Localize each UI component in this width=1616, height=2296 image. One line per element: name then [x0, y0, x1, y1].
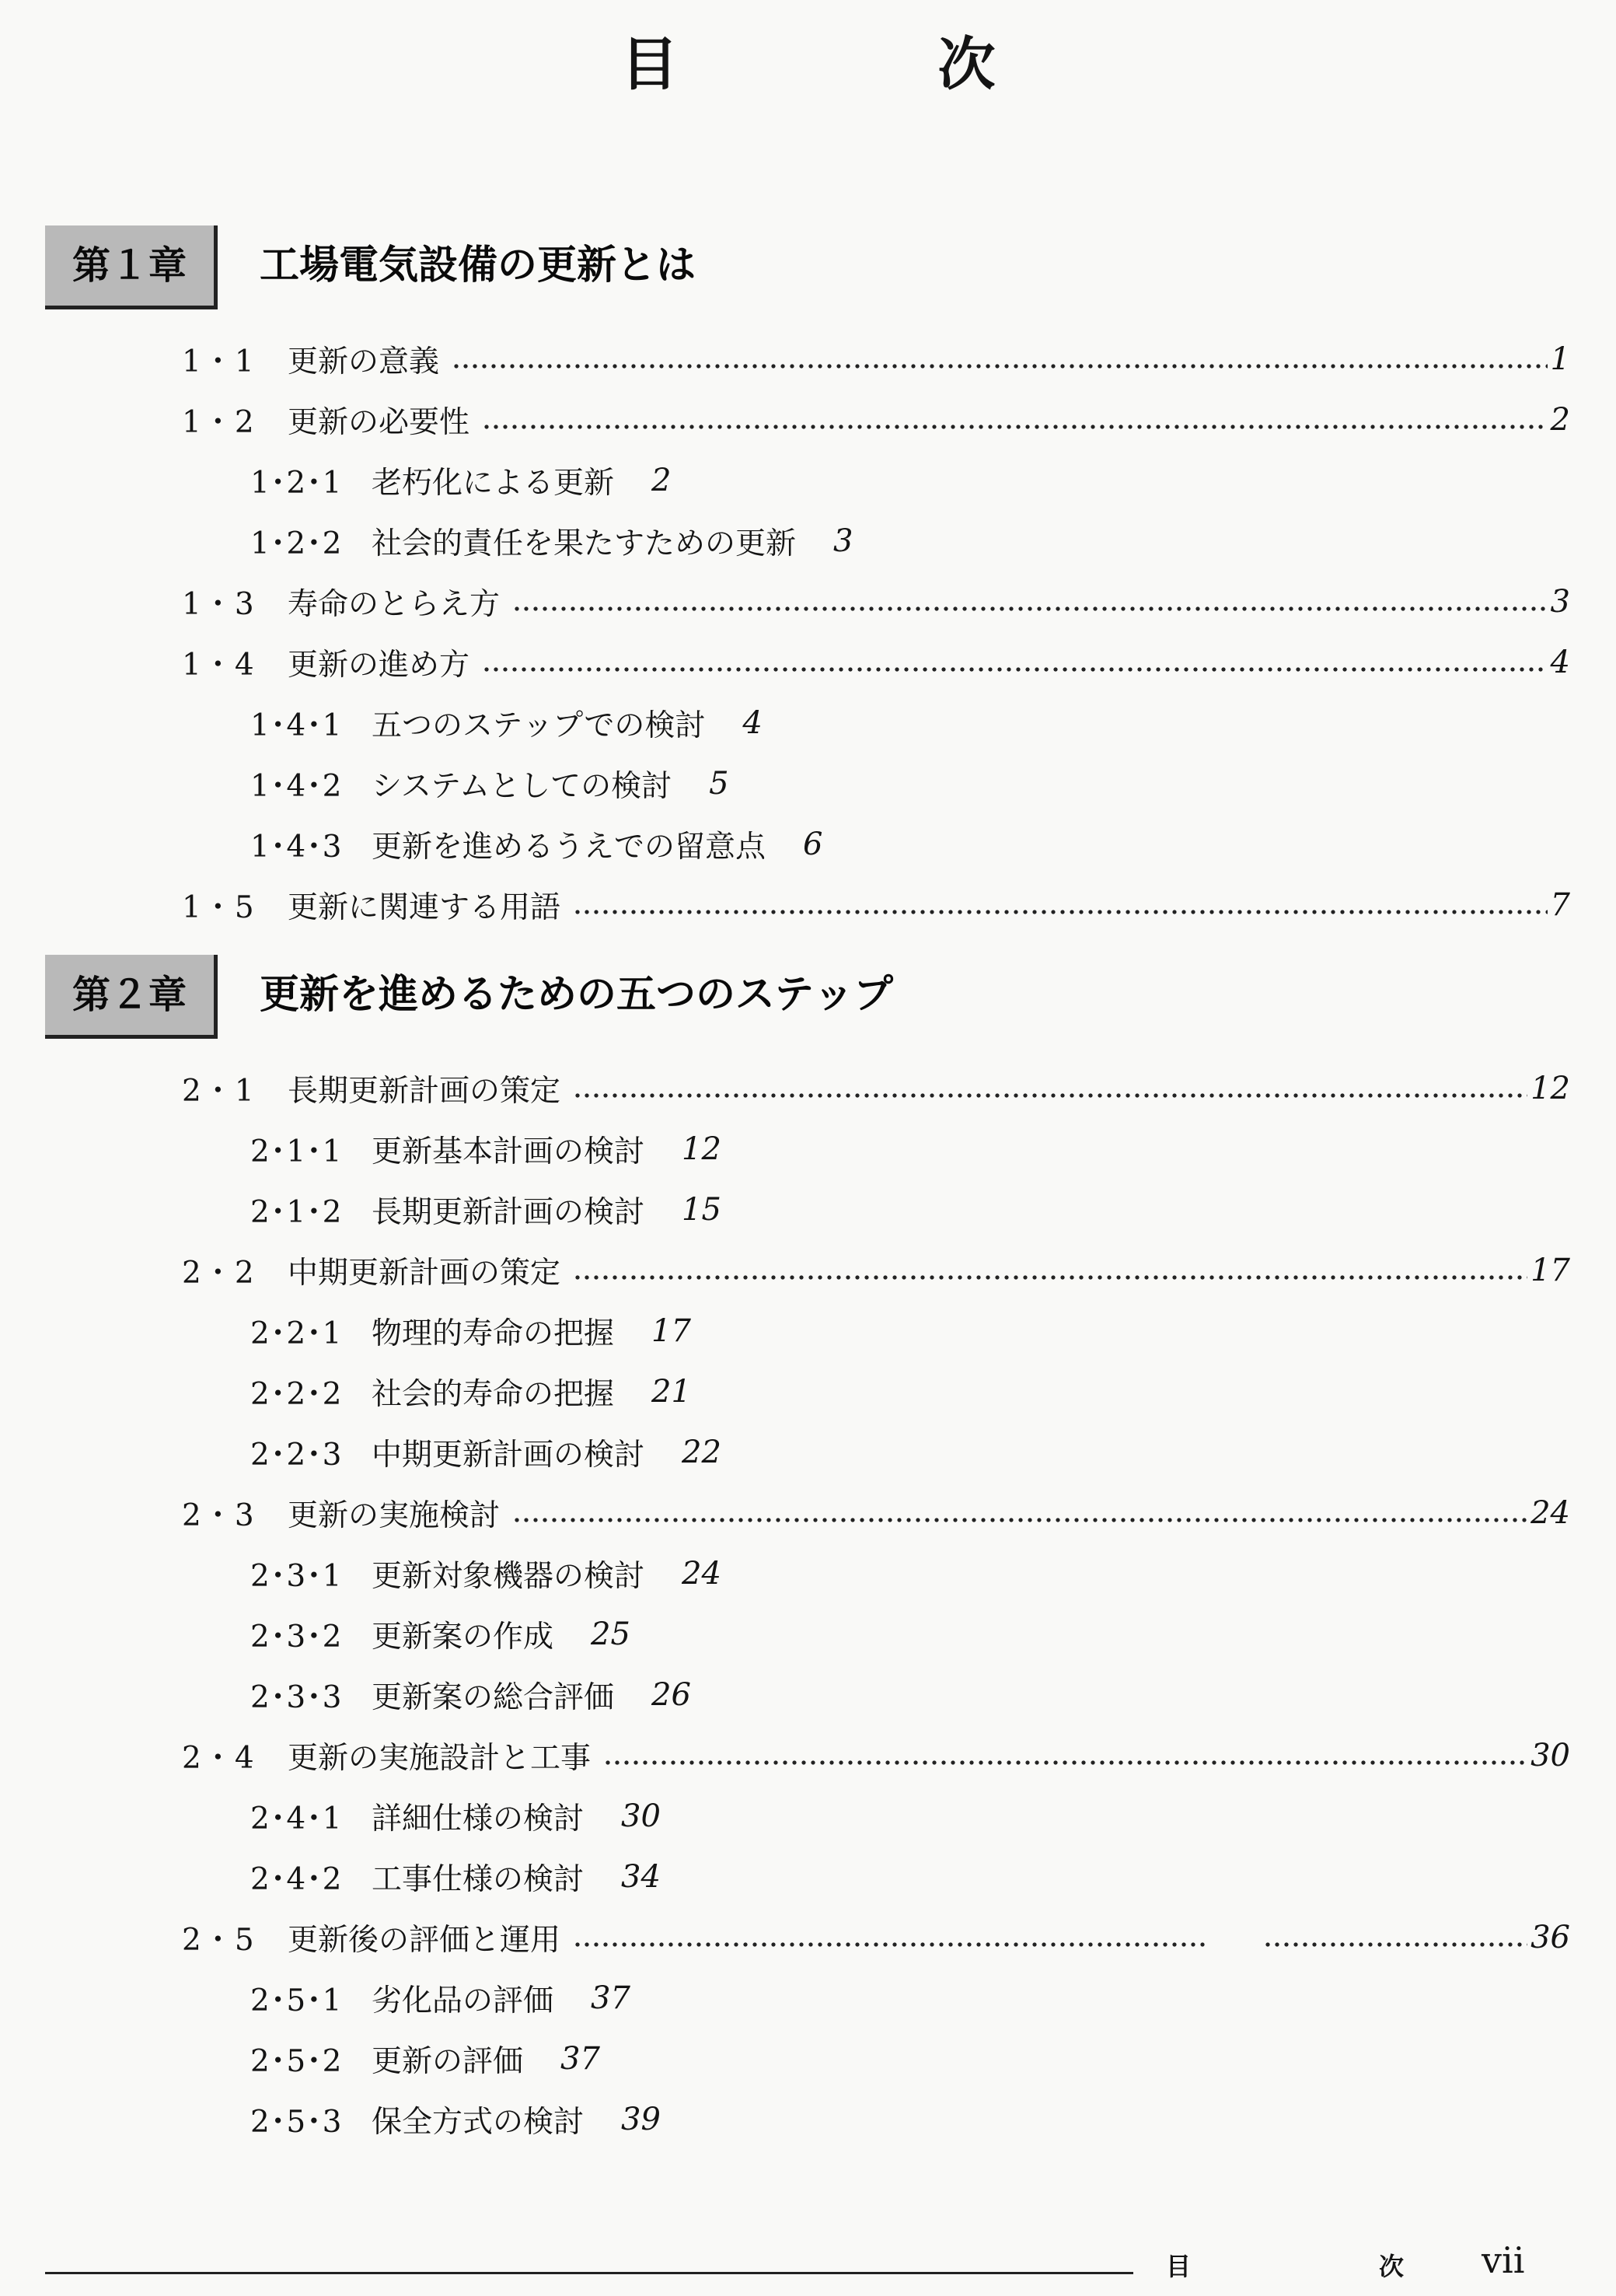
subsection-page: 24 — [682, 1556, 721, 1592]
toc-section[interactable] — [182, 1732, 1570, 1779]
subsection-page: 37 — [591, 1980, 630, 2016]
section-page: 12 — [1530, 1071, 1570, 1106]
subsection-page: 30 — [621, 1798, 661, 1834]
section-title: 中期更新計画の策定 — [288, 1256, 561, 1291]
subsection-title: 更新基本計画の検討 — [372, 1134, 645, 1169]
subsection-title: 更新の評価 — [372, 2044, 524, 2079]
dot-leader — [482, 667, 1548, 672]
dot-leader — [573, 910, 1548, 914]
chapter-heading — [45, 955, 1569, 1045]
dot-leader — [512, 606, 1548, 611]
toc-subsection[interactable] — [250, 1429, 721, 1476]
subsection-page: 39 — [621, 2102, 661, 2137]
subsection-page: 12 — [682, 1131, 721, 1167]
subsection-page: 37 — [560, 2041, 600, 2077]
subsection-title: 劣化品の評価 — [372, 1983, 554, 2018]
chapter-badge: 第１章 — [45, 225, 218, 309]
section-number: 1・4 — [182, 648, 256, 683]
section-number: 2・1 — [182, 1074, 256, 1109]
section-title: 更新の意義 — [288, 344, 440, 379]
toc-subsection[interactable] — [250, 1672, 691, 1718]
subsection-number: 2･1･1 — [250, 1134, 343, 1169]
toc-subsection[interactable] — [250, 1186, 721, 1233]
subsection-page: 26 — [651, 1677, 691, 1713]
footer-label: 目 — [1166, 2252, 1192, 2281]
section-number: 1・2 — [182, 405, 256, 440]
page-title: 目 次 — [620, 31, 1097, 98]
subsection-page: 25 — [591, 1616, 630, 1652]
section-title: 更新の進め方 — [288, 648, 470, 683]
subsection-page: 15 — [682, 1192, 721, 1228]
footer-label: 次 — [1379, 2252, 1405, 2281]
subsection-title: システムとしての検討 — [372, 769, 672, 804]
dot-leader — [452, 364, 1548, 369]
toc-subsection[interactable] — [250, 1550, 721, 1597]
section-title: 更新に関連する用語 — [288, 890, 561, 925]
subsection-title: 中期更新計画の検討 — [372, 1438, 645, 1473]
section-page: 7 — [1550, 887, 1570, 923]
section-page: 24 — [1530, 1495, 1570, 1531]
page-number: vii — [1482, 2239, 1525, 2281]
subsection-page: 6 — [803, 826, 823, 862]
dot-leader — [603, 1760, 1527, 1765]
subsection-number: 2･2･1 — [250, 1316, 343, 1351]
toc-section[interactable] — [182, 1490, 1570, 1536]
toc-subsection[interactable] — [250, 1368, 691, 1415]
section-title: 更新の実施設計と工事 — [288, 1741, 592, 1776]
dot-leader — [482, 425, 1548, 429]
subsection-title: 老朽化による更新 — [372, 466, 615, 501]
toc-section[interactable] — [182, 397, 1570, 443]
section-title: 寿命のとらえ方 — [288, 587, 501, 622]
subsection-title: 詳細仕様の検討 — [372, 1802, 585, 1836]
toc-subsection[interactable] — [250, 2096, 661, 2143]
toc-subsection[interactable] — [250, 821, 822, 868]
section-page: 1 — [1550, 341, 1570, 377]
toc-subsection[interactable] — [250, 1308, 691, 1354]
subsection-number: 2･4･1 — [250, 1802, 343, 1836]
subsection-page: 3 — [833, 523, 853, 559]
toc-section[interactable] — [182, 578, 1570, 625]
section-number: 2・4 — [182, 1741, 256, 1776]
page-footer — [45, 2239, 1561, 2286]
section-number: 1・1 — [182, 344, 256, 379]
subsection-page: 22 — [682, 1435, 721, 1470]
subsection-number: 2･2･2 — [250, 1377, 343, 1412]
toc-subsection[interactable] — [250, 1611, 630, 1658]
subsection-number: 1･2･2 — [250, 526, 343, 561]
section-title: 更新後の評価と運用 — [288, 1923, 561, 1958]
section-page: 36 — [1530, 1920, 1570, 1955]
toc-subsection[interactable] — [250, 2036, 600, 2082]
section-number: 1・3 — [182, 587, 256, 622]
dot-leader — [573, 1942, 1206, 1947]
subsection-number: 2･3･1 — [250, 1559, 343, 1594]
section-page: 3 — [1550, 584, 1570, 620]
section-title: 長期更新計画の策定 — [288, 1074, 561, 1109]
subsection-title: 長期更新計画の検討 — [372, 1195, 645, 1230]
subsection-number: 2･5･3 — [250, 2105, 343, 2140]
toc-subsection[interactable] — [250, 1126, 721, 1172]
toc-subsection[interactable] — [250, 457, 671, 504]
toc-subsection[interactable] — [250, 518, 853, 564]
subsection-number: 2･4･2 — [250, 1862, 343, 1897]
subsection-number: 2･5･1 — [250, 1983, 343, 2018]
section-number: 1・5 — [182, 890, 256, 925]
subsection-title: 更新を進めるうえでの留意点 — [372, 830, 766, 865]
subsection-title: 社会的寿命の把握 — [372, 1377, 615, 1412]
subsection-page: 5 — [709, 766, 729, 802]
subsection-title: 更新案の総合評価 — [372, 1680, 615, 1715]
chapter-title: 工場電気設備の更新とは — [260, 243, 696, 288]
subsection-page: 2 — [651, 463, 672, 498]
toc-section[interactable] — [182, 336, 1570, 383]
dot-leader — [573, 1275, 1527, 1280]
chapter-badge: 第２章 — [45, 955, 218, 1039]
section-page: 17 — [1530, 1253, 1570, 1288]
toc-subsection[interactable] — [250, 1854, 661, 1900]
toc-section[interactable] — [182, 882, 1570, 928]
subsection-number: 1･4･2 — [250, 769, 343, 804]
chapter-heading — [45, 225, 1569, 316]
subsection-title: 社会的責任を果たすための更新 — [372, 526, 797, 561]
subsection-number: 2･2･3 — [250, 1438, 343, 1473]
dot-leader — [1263, 1942, 1527, 1947]
subsection-number: 2･3･2 — [250, 1620, 343, 1655]
subsection-number: 1･4･1 — [250, 708, 343, 743]
subsection-page: 34 — [621, 1859, 661, 1895]
section-title: 更新の実施検討 — [288, 1498, 501, 1533]
dot-leader — [573, 1093, 1527, 1098]
subsection-number: 2･1･2 — [250, 1195, 343, 1230]
section-page: 2 — [1550, 402, 1570, 438]
footer-rule — [45, 2272, 1133, 2274]
subsection-page: 17 — [651, 1313, 691, 1349]
toc-section[interactable] — [182, 1914, 1570, 1961]
subsection-title: 工事仕様の検討 — [372, 1862, 585, 1897]
subsection-number: 1･4･3 — [250, 830, 343, 865]
subsection-title: 更新対象機器の検討 — [372, 1559, 645, 1594]
subsection-number: 2･5･2 — [250, 2044, 343, 2079]
section-number: 2・3 — [182, 1498, 256, 1533]
toc-subsection[interactable] — [250, 760, 729, 807]
subsection-number: 1･2･1 — [250, 466, 343, 501]
subsection-title: 更新案の作成 — [372, 1620, 554, 1655]
toc-section[interactable] — [182, 639, 1570, 686]
toc-subsection[interactable] — [250, 700, 763, 746]
section-number: 2・5 — [182, 1923, 256, 1958]
toc-subsection[interactable] — [250, 1975, 630, 2022]
subsection-page: 4 — [742, 705, 763, 741]
toc-subsection[interactable] — [250, 1793, 661, 1840]
subsection-title: 保全方式の検討 — [372, 2105, 585, 2140]
subsection-number: 2･3･3 — [250, 1680, 343, 1715]
toc-section[interactable] — [182, 1247, 1570, 1294]
toc-section[interactable] — [182, 1065, 1570, 1112]
subsection-title: 物理的寿命の把握 — [372, 1316, 615, 1351]
section-page: 4 — [1550, 645, 1570, 680]
section-title: 更新の必要性 — [288, 405, 470, 440]
subsection-title: 五つのステップでの検討 — [372, 708, 706, 743]
chapter-title: 更新を進めるための五つのステップ — [260, 972, 893, 1018]
section-page: 30 — [1530, 1738, 1570, 1774]
subsection-page: 21 — [651, 1374, 691, 1410]
section-number: 2・2 — [182, 1256, 256, 1291]
dot-leader — [512, 1518, 1527, 1522]
